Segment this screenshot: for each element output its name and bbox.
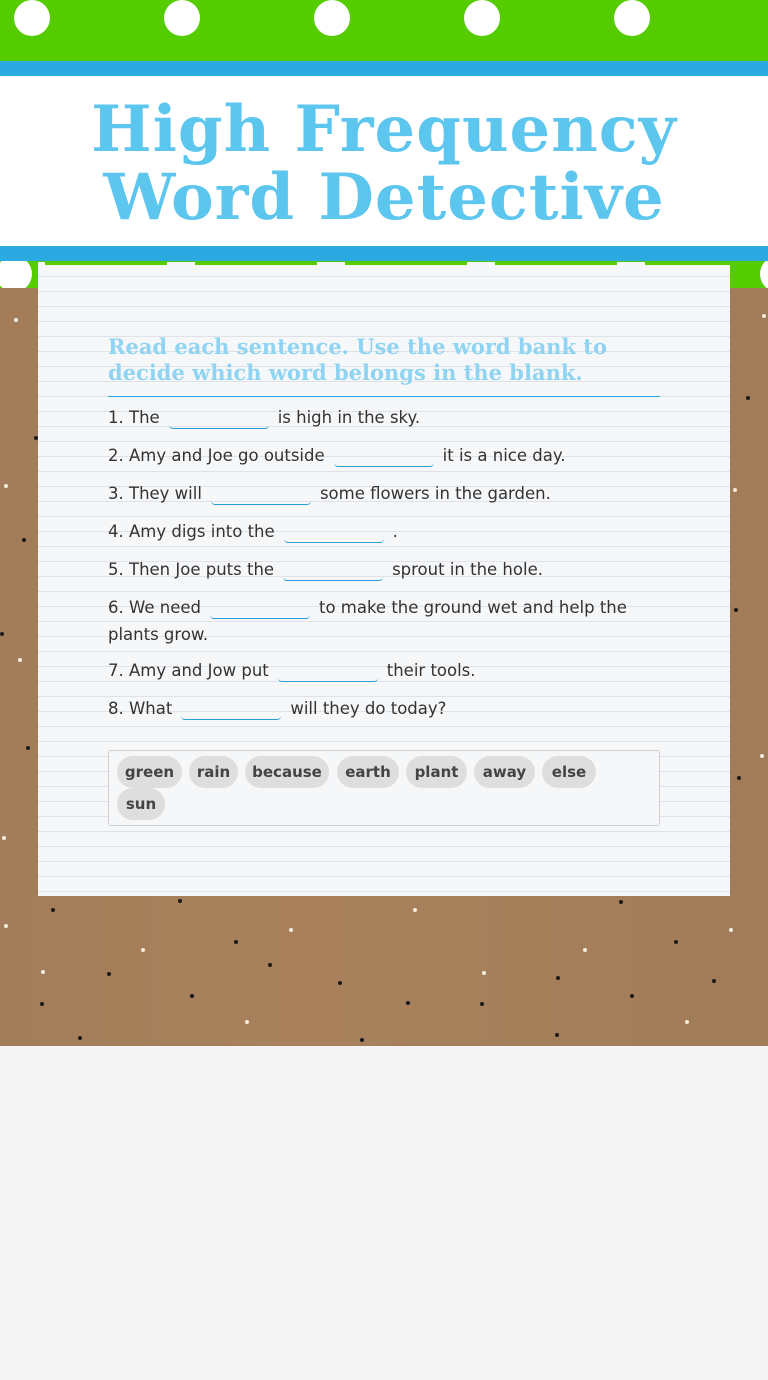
- polka-dot: [0, 261, 32, 288]
- answer-blank[interactable]: [283, 560, 383, 581]
- speck: [712, 979, 716, 983]
- question-text-after: it is a nice day.: [442, 446, 566, 465]
- speck: [360, 1038, 364, 1042]
- question: [108, 556, 660, 583]
- speck: [178, 899, 182, 903]
- speck: [190, 994, 194, 998]
- header: [0, 76, 768, 246]
- speck: [406, 1001, 410, 1005]
- instructions: Read each sentence. Use the word bank to decide which word belongs in the blank.: [108, 334, 660, 397]
- question-text-after: to make the ground wet and help the plants grow.: [108, 598, 627, 644]
- question: [108, 594, 660, 648]
- paper-tabs: [45, 262, 731, 266]
- speck: [18, 658, 22, 662]
- speck: [245, 1020, 249, 1024]
- speck: [107, 972, 111, 976]
- polka-dot: [14, 0, 50, 36]
- question-text-after: some flowers in the garden.: [319, 484, 551, 503]
- speck: [556, 976, 560, 980]
- answer-blank[interactable]: [181, 699, 281, 720]
- speck: [4, 924, 8, 928]
- speck: [2, 836, 6, 840]
- question-text-before: 5. Then Joe puts the: [108, 560, 275, 579]
- question-text-before: 7. Amy and Jow put: [108, 661, 269, 680]
- top-blue-strip: [0, 61, 768, 76]
- speck: [762, 314, 766, 318]
- speck: [41, 970, 45, 974]
- paper-tab: [195, 262, 317, 265]
- question: [108, 657, 660, 684]
- question-text-after: sprout in the hole.: [392, 560, 543, 579]
- speck: [737, 776, 741, 780]
- answer-blank[interactable]: [211, 484, 311, 505]
- answer-blank[interactable]: [334, 446, 434, 467]
- speck: [0, 632, 4, 636]
- speck: [480, 1002, 484, 1006]
- speck: [729, 928, 733, 932]
- speck: [234, 940, 238, 944]
- question-text-after: their tools.: [386, 661, 476, 680]
- speck: [51, 908, 55, 912]
- word-chip[interactable]: away: [474, 756, 535, 788]
- question-text-before: 3. They will: [108, 484, 202, 503]
- paper-tab: [345, 262, 467, 265]
- word-bank: [108, 750, 660, 826]
- speck: [22, 538, 26, 542]
- speck: [4, 484, 8, 488]
- speck: [26, 746, 30, 750]
- word-chip[interactable]: earth: [337, 756, 399, 788]
- question-text-before: 4. Amy digs into the: [108, 522, 275, 541]
- question: [108, 518, 660, 545]
- question: [108, 442, 660, 469]
- question-text-before: 8. What: [108, 699, 173, 718]
- bottom-blue-strip: [0, 246, 768, 261]
- polka-dot: [164, 0, 200, 36]
- speck: [619, 900, 623, 904]
- question-text-before: 1. The: [108, 408, 160, 427]
- speck: [289, 928, 293, 932]
- answer-blank[interactable]: [278, 661, 378, 682]
- word-chip[interactable]: green: [117, 756, 182, 788]
- question: [108, 695, 660, 722]
- paper-tab: [495, 262, 617, 265]
- speck: [14, 318, 18, 322]
- speck: [760, 754, 764, 758]
- question: [108, 404, 660, 431]
- polka-dot: [314, 0, 350, 36]
- speck: [413, 908, 417, 912]
- question-text-before: 2. Amy and Joe go outside: [108, 446, 325, 465]
- polka-dot: [464, 0, 500, 36]
- polka-dot: [760, 261, 768, 288]
- word-chip[interactable]: sun: [117, 788, 165, 820]
- speck: [733, 488, 737, 492]
- question-text-after: .: [392, 522, 398, 541]
- word-chip[interactable]: rain: [189, 756, 238, 788]
- paper-tab: [45, 262, 167, 265]
- speck: [555, 1033, 559, 1037]
- question-text-after: is high in the sky.: [277, 408, 421, 427]
- page-title: High Frequency Word Detective: [91, 92, 677, 235]
- question-text-before: 6. We need: [108, 598, 201, 617]
- top-polka-dot-band: [0, 0, 768, 61]
- answer-blank[interactable]: [169, 408, 269, 429]
- speck: [734, 608, 738, 612]
- speck: [78, 1036, 82, 1040]
- question: [108, 480, 660, 507]
- speck: [630, 994, 634, 998]
- speck: [338, 981, 342, 985]
- speck: [674, 940, 678, 944]
- paper-tab: [645, 262, 731, 265]
- word-chip[interactable]: plant: [406, 756, 467, 788]
- question-text-after: will they do today?: [290, 699, 447, 718]
- answer-blank[interactable]: [210, 598, 310, 619]
- word-chip[interactable]: because: [245, 756, 329, 788]
- speck: [482, 971, 486, 975]
- polka-dot: [614, 0, 650, 36]
- speck: [141, 948, 145, 952]
- speck: [685, 1020, 689, 1024]
- word-chip[interactable]: else: [542, 756, 596, 788]
- answer-blank[interactable]: [284, 522, 384, 543]
- speck: [583, 948, 587, 952]
- speck: [40, 1002, 44, 1006]
- speck: [268, 963, 272, 967]
- speck: [746, 396, 750, 400]
